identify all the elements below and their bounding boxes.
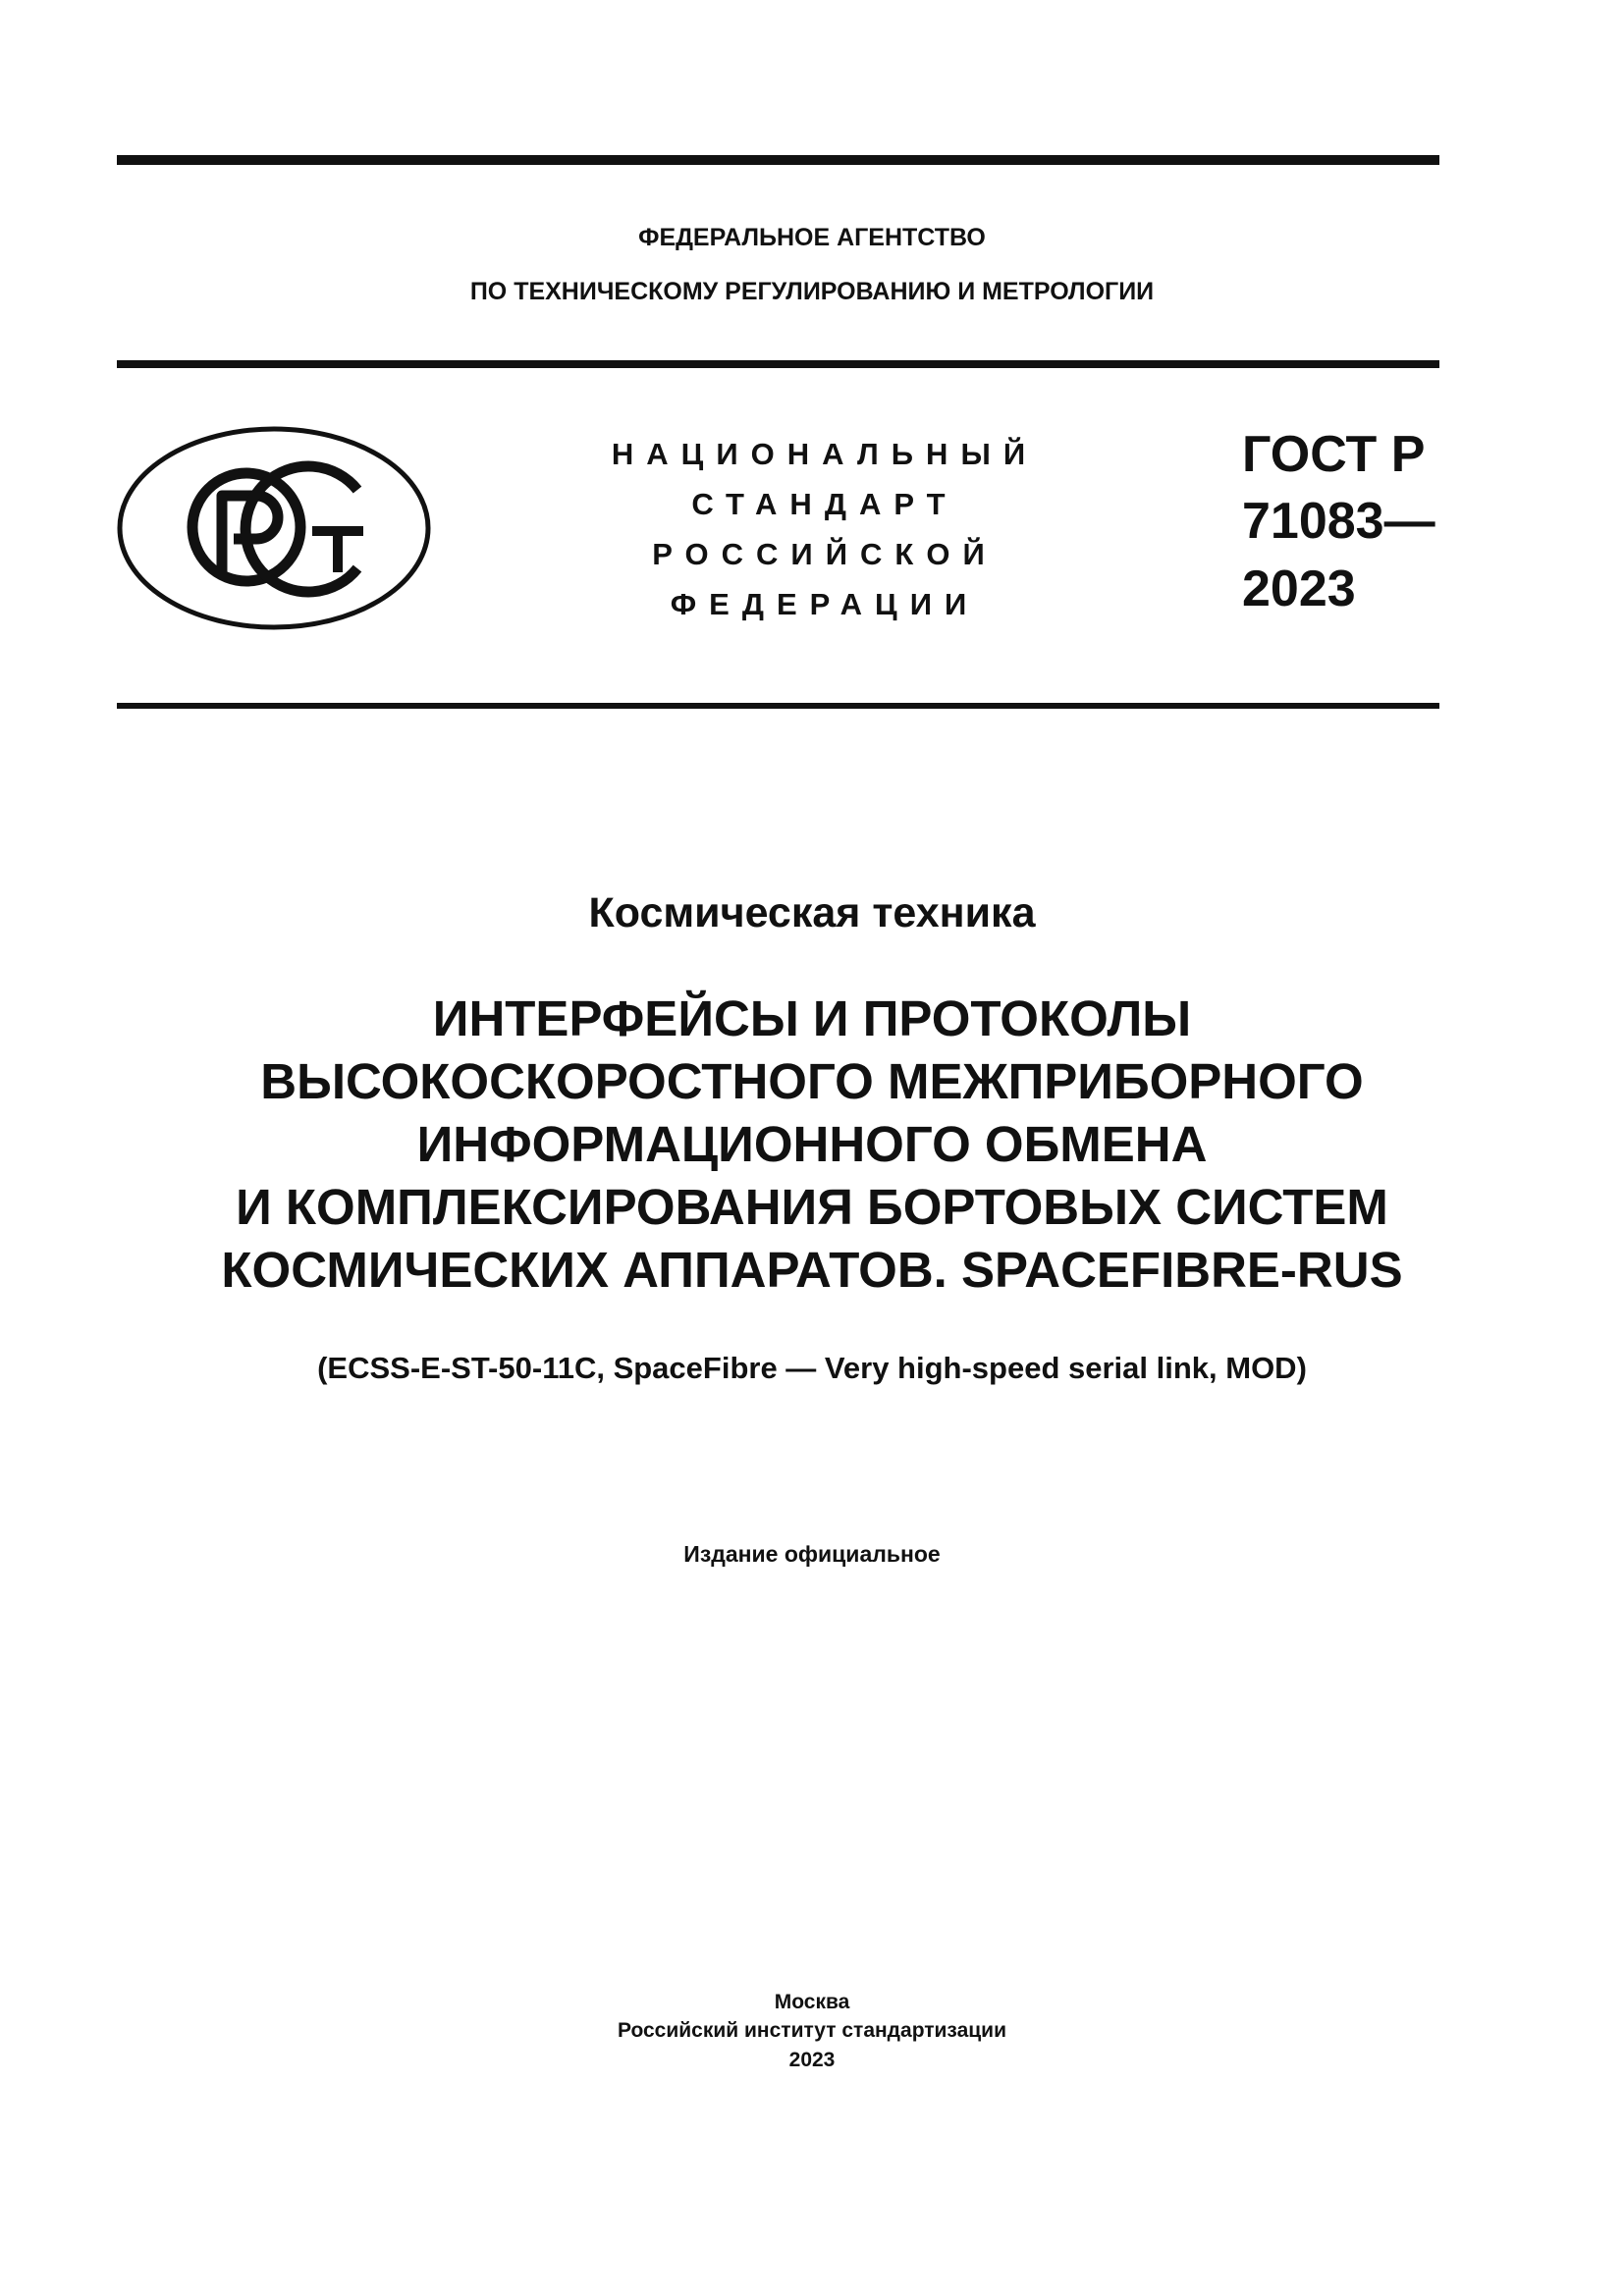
agency-line-2: ПО ТЕХНИЧЕСКОМУ РЕГУЛИРОВАНИЮ И МЕТРОЛОГИИ bbox=[469, 278, 1155, 305]
standard-designation-line-3: 2023 bbox=[1242, 561, 1356, 617]
document-title-line-3: ИНФОРМАЦИОННОГО ОБМЕНА bbox=[416, 1116, 1208, 1172]
document-title-line-1: ИНТЕРФЕЙСЫ И ПРОТОКОЛЫ bbox=[432, 990, 1192, 1046]
standard-label-line-3: РОССИЙСКОЙ bbox=[652, 537, 998, 571]
standard-designation-line-2: 71083— bbox=[1242, 493, 1435, 550]
standard-label-line-4: ФЕДЕРАЦИИ bbox=[670, 587, 980, 621]
top-rule bbox=[117, 155, 1439, 165]
designation-rule bbox=[117, 703, 1439, 709]
standard-label-line-2: СТАНДАРТ bbox=[691, 487, 958, 521]
agency-line-1: ФЕДЕРАЛЬНОЕ АГЕНТСТВО bbox=[638, 224, 986, 251]
imprint-year: 2023 bbox=[788, 2049, 836, 2071]
document-subject: Космическая техника bbox=[588, 889, 1036, 936]
standard-label-line-1: НАЦИОНАЛЬНЫЙ bbox=[611, 437, 1039, 471]
document-title-line-4: И КОМПЛЕКСИРОВАНИЯ БОРТОВЫХ СИСТЕМ bbox=[236, 1179, 1388, 1235]
document-title-line-2: ВЫСОКОСКОРОСТНОГО МЕЖПРИБОРНОГО bbox=[260, 1053, 1364, 1109]
imprint-publisher: Российский институт стандартизации bbox=[617, 2019, 1007, 2042]
original-standard-reference: (ECSS-E-ST-50-11C, SpaceFibre — Very high-speed serial link, MOD) bbox=[317, 1351, 1307, 1385]
header-rule bbox=[117, 360, 1439, 368]
rst-certification-mark-icon bbox=[116, 425, 432, 631]
imprint-city: Москва bbox=[774, 1991, 850, 2013]
edition-note: Издание официальное bbox=[683, 1541, 941, 1567]
standard-designation-line-1: ГОСТ Р bbox=[1242, 426, 1426, 483]
document-title-line-5: КОСМИЧЕСКИХ АППАРАТОВ. SPACEFIBRE-RUS bbox=[221, 1242, 1403, 1298]
